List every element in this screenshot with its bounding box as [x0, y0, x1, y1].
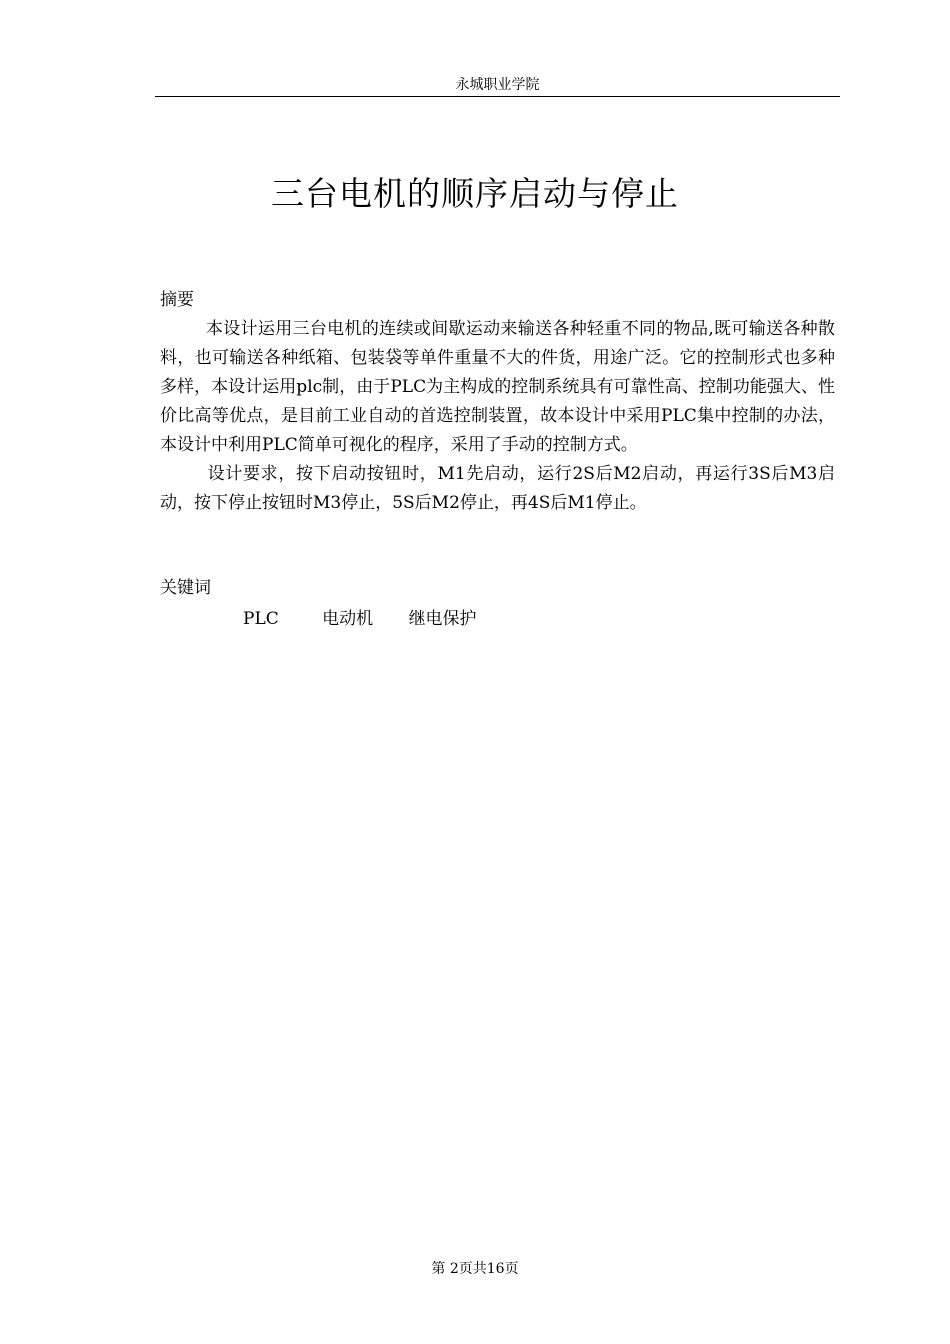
header-school-name: 永城职业学院 — [455, 77, 540, 93]
keywords-list — [243, 608, 477, 630]
page-number: 第 2页共16页 — [431, 1261, 519, 1277]
abstract-label: 摘要 — [160, 290, 194, 310]
abstract-paragraph: 设计要求，按下启动按钮时，M1先启动，运行2S后M2启动，再运行3S后M3启动，按下停止按钮时M3停止，5S后M2停止，再4S后M1停止。 — [160, 464, 835, 513]
abstract-paragraph: 本设计运用三台电机的连续或间歇运动来输送各种轻重不同的物品,既可输送各种散料，也可输送各种纸箱、包装袋等单件重量不大的件货，用途广泛。它的控制形式也多种多样，本设计运用plc制，由于PLC为主构成的控制系统具有可靠性高、控制功能强大、性价比高等优点，是目前工业自动的首选控制装置，故本设计中采用PLC集中控制的办法，本设计中利用PLC简单可视化的程序，采用了手动的控制方式。 — [160, 319, 835, 455]
document-title: 三台电机的顺序启动与停止 — [271, 174, 679, 213]
keyword-item: 电动机 — [322, 609, 374, 629]
keyword-item: 继电保护 — [408, 609, 477, 629]
keyword-item: PLC — [243, 609, 279, 629]
abstract-body — [160, 315, 835, 518]
header-divider — [155, 96, 840, 97]
keywords-label: 关键词 — [160, 578, 211, 598]
